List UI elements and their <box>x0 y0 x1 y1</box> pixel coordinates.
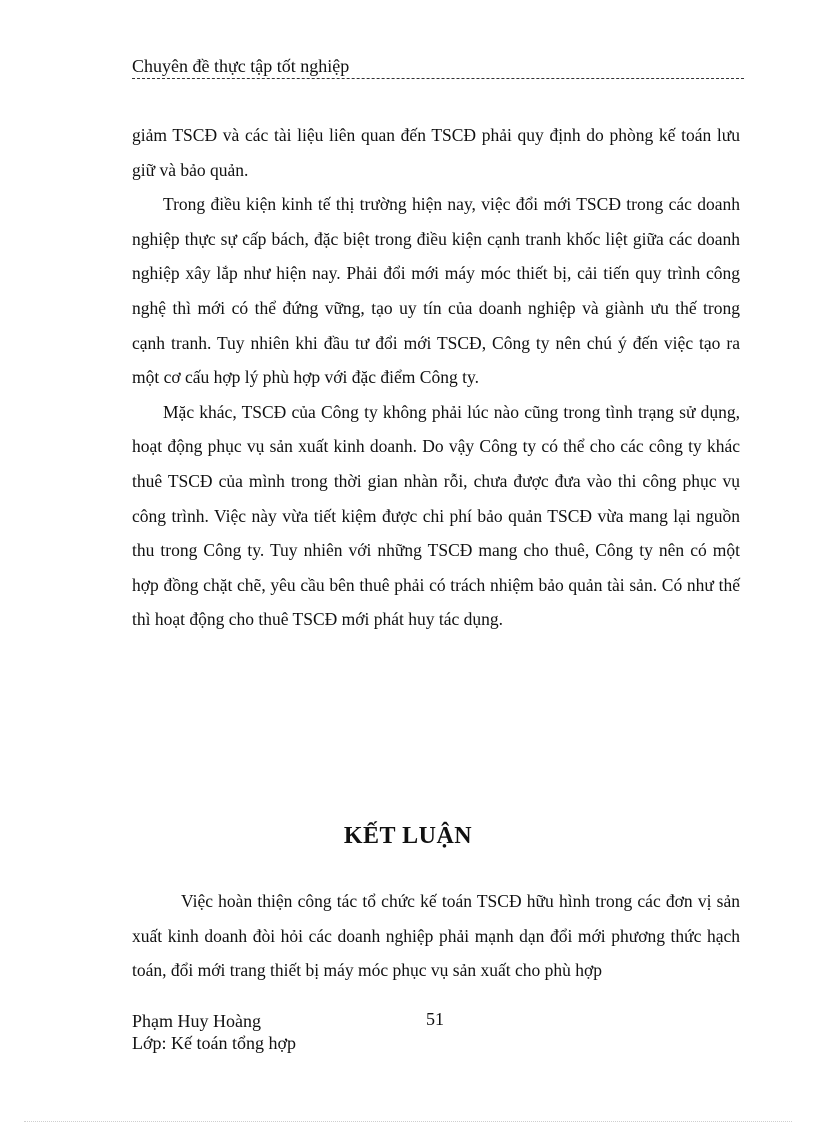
paragraph: Trong điều kiện kinh tế thị trường hiện nay, việc đổi mới TSCĐ trong các doanh nghiệp thực sự cấp bách, đặc biệt trong điều kiện cạnh tranh khốc liệt giữa các doanh nghiệp xây lắp như hiện nay. Phải đổi mới máy móc thiết bị, cải tiến quy trình công nghệ thì mới có thể đứng vững, tạo uy tín của doanh nghiệp và giành ưu thế trong cạnh tranh. Tuy nhiên khi đầu tư đổi mới TSCĐ, Công ty nên chú ý đến việc tạo ra một cơ cấu hợp lý phù hợp với đặc điểm Công ty. <box>132 194 740 388</box>
body-text <box>132 118 740 637</box>
conclusion-paragraph: Việc hoàn thiện công tác tổ chức kế toán TSCĐ hữu hình trong các đơn vị sản xuất kinh doanh đòi hỏi các doanh nghiệp phải mạnh dạn đổi mới phương thức hạch toán, đổi mới trang thiết bị máy móc phục vụ sản xuất cho phù hợp <box>132 891 740 981</box>
paragraph: giảm TSCĐ và các tài liệu liên quan đến TSCĐ phải quy định do phòng kế toán lưu giữ và bảo quản. <box>132 125 740 180</box>
footer-author: Phạm Huy Hoàng <box>132 1011 261 1031</box>
footer-class: Lớp: Kế toán tổng hợp <box>132 1033 297 1053</box>
header-title: Chuyên đề thực tập tốt nghiệp <box>132 56 350 76</box>
conclusion-heading: KẾT LUẬN <box>343 823 473 849</box>
page-number: 51 <box>426 1009 444 1029</box>
page-header <box>132 52 744 79</box>
bottom-divider <box>24 1121 792 1122</box>
paragraph: Mặc khác, TSCĐ của Công ty không phải lúc nào cũng trong tình trạng sử dụng, hoạt động phục vụ sản xuất kinh doanh. Do vậy Công ty có thể cho các công ty khác thuê TSCĐ của mình trong thời gian nhàn rỗi, chưa được đưa vào thi công phục vụ công trình. Việc này vừa tiết kiệm được chi phí bảo quản TSCĐ vừa mang lại nguồn thu trong Công ty. Tuy nhiên với những TSCĐ mang cho thuê, Công ty nên có một hợp đồng chặt chẽ, yêu cầu bên thuê phải có trách nhiệm bảo quản tài sản. Có như thế thì hoạt động cho thuê TSCĐ mới phát huy tác dụng. <box>132 401 740 630</box>
